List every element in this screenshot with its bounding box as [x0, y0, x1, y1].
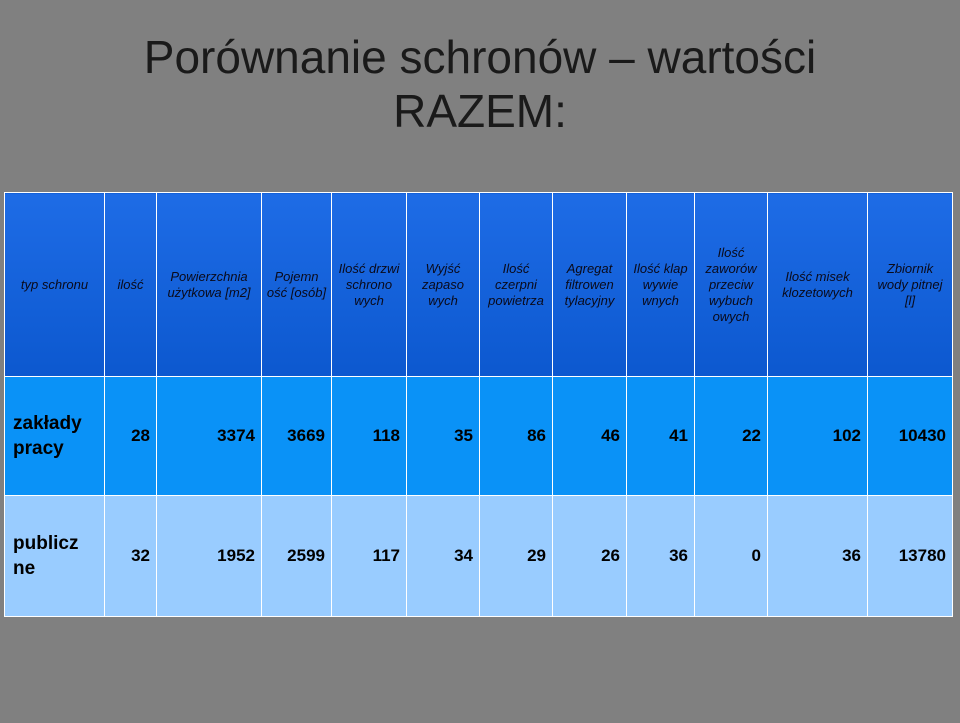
comparison-table — [4, 192, 953, 617]
table-cell: 26 — [553, 496, 627, 617]
table-row — [5, 496, 953, 617]
table-cell: 117 — [332, 496, 407, 617]
table-header-row — [5, 193, 953, 377]
header-cell: Pojemn ość [osób] — [262, 193, 332, 377]
slide-title-line1: Porównanie schronów – wartości — [143, 31, 817, 83]
header-cell: Powierzchnia użytkowa [m2] — [157, 193, 262, 377]
header-cell: typ schronu — [5, 193, 105, 377]
table-cell: 86 — [480, 377, 553, 496]
table-cell: 102 — [768, 377, 868, 496]
header-cell: Ilość drzwi schrono wych — [332, 193, 407, 377]
table-cell: 22 — [695, 377, 768, 496]
table-cell: 41 — [627, 377, 695, 496]
table-cell: 35 — [407, 377, 480, 496]
header-cell: Wyjść zapaso wych — [407, 193, 480, 377]
table-cell: 3669 — [262, 377, 332, 496]
table-cell: 29 — [480, 496, 553, 617]
row-label: publicz ne — [5, 496, 105, 617]
slide-title-line2: RAZEM: — [393, 85, 567, 137]
table-cell: 28 — [105, 377, 157, 496]
table-cell: 1952 — [157, 496, 262, 617]
table-cell: 36 — [627, 496, 695, 617]
table-cell: 36 — [768, 496, 868, 617]
table-cell: 46 — [553, 377, 627, 496]
table-cell: 10430 — [868, 377, 953, 496]
header-cell: ilość — [105, 193, 157, 377]
slide-title — [0, 30, 960, 138]
row-label: zakłady pracy — [5, 377, 105, 496]
header-cell: Ilość misek klozetowych — [768, 193, 868, 377]
header-cell: Ilość czerpni powietrza — [480, 193, 553, 377]
table-cell: 2599 — [262, 496, 332, 617]
header-cell: Zbiornik wody pitnej [l] — [868, 193, 953, 377]
table-cell: 118 — [332, 377, 407, 496]
table-cell: 13780 — [868, 496, 953, 617]
table-cell: 34 — [407, 496, 480, 617]
table-cell: 0 — [695, 496, 768, 617]
header-cell: Ilość zaworów przeciw wybuch owych — [695, 193, 768, 377]
table-cell: 3374 — [157, 377, 262, 496]
header-cell: Ilość klap wywie wnych — [627, 193, 695, 377]
table-cell: 32 — [105, 496, 157, 617]
table-row — [5, 377, 953, 496]
header-cell: Agregat filtrowen tylacyjny — [553, 193, 627, 377]
